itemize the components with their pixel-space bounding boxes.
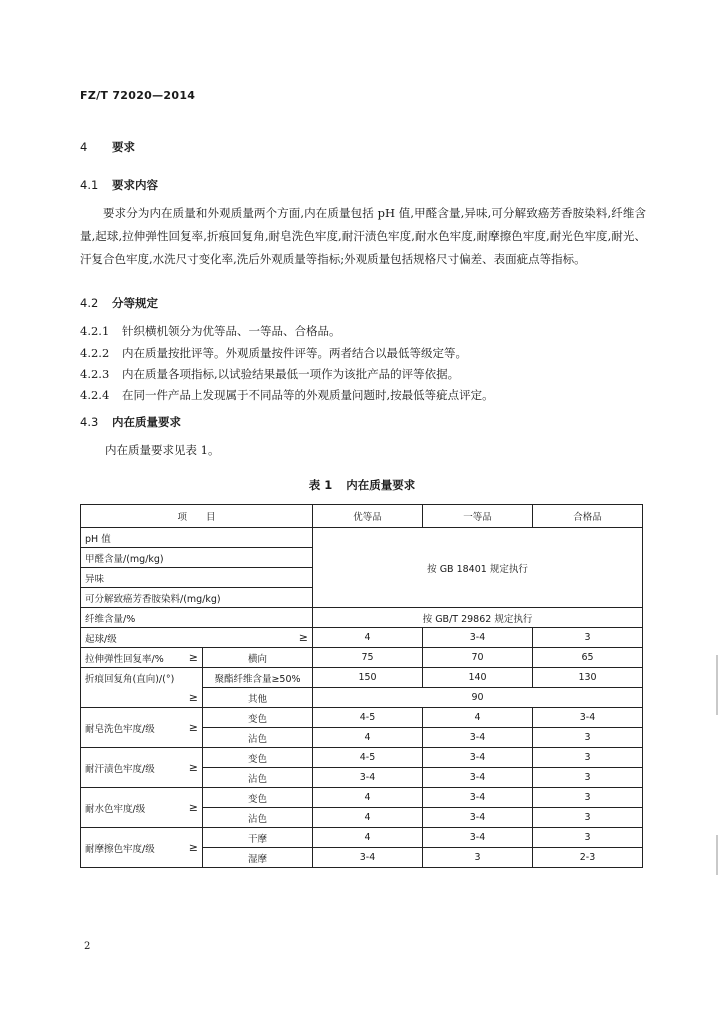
row-label-water-fastness: 耐水色牢度/级 ≥ <box>81 788 203 828</box>
header-first-grade: 一等品 <box>423 505 533 528</box>
sub-label: 变色 <box>203 748 313 768</box>
row-label-fiber-content: 纤维含量/% <box>81 608 313 628</box>
cell-value: 3-4 <box>313 848 423 868</box>
table-number: 表 1 <box>308 478 333 492</box>
section-4-1-body: 要求分为内在质量和外观质量两个方面,内在质量包括 pH 值,甲醛含量,异味,可分解致癌芳香胺染料,纤维含量,起球,拉伸弹性回复率,折痕回复角,耐皂洗色牢度,耐汗渍色牢度,耐水色牢度,耐摩擦色牢度,耐光色牢度,耐光、汗复合色牢度,水洗尺寸变化率,洗后外观质量等指标;外观质量包括规格尺寸偏差、表面疵点等指标。 <box>80 206 646 266</box>
cell-value: 3-4 <box>313 768 423 788</box>
clause-4-2-4 <box>80 386 646 404</box>
standard-code: FZ/T 72020—2014 <box>80 89 196 102</box>
table-row <box>81 648 643 668</box>
cell-value: 3-4 <box>423 628 533 648</box>
cell-value: 130 <box>533 668 643 688</box>
table-header-row <box>81 505 643 528</box>
cell-value: 3 <box>533 748 643 768</box>
table-row <box>81 828 643 848</box>
section-title: 分等规定 <box>112 296 158 310</box>
clause-number: 4.2.1 <box>80 324 110 338</box>
cell-value: 3 <box>533 828 643 848</box>
header-item: 项 目 <box>81 505 313 528</box>
cell-value: 3-4 <box>423 728 533 748</box>
cell-value: 70 <box>423 648 533 668</box>
cell-value: 3-4 <box>423 768 533 788</box>
cell-value: 140 <box>423 668 533 688</box>
cell-value: 4 <box>423 708 533 728</box>
table-row <box>81 788 643 808</box>
cell-value: 2-3 <box>533 848 643 868</box>
section-4-3-heading <box>80 414 181 430</box>
section-4-2-heading <box>80 295 158 311</box>
sub-label: 沾色 <box>203 768 313 788</box>
cell-value: 65 <box>533 648 643 668</box>
clause-number: 4.2.3 <box>80 367 110 381</box>
cell-value: 3-4 <box>423 828 533 848</box>
row-label-stretch-recovery: 拉伸弹性回复率/% ≥ <box>81 648 203 668</box>
clause-text: 针织横机领分为优等品、一等品、合格品。 <box>122 324 341 338</box>
cell-value: 3 <box>533 628 643 648</box>
section-number: 4.3 <box>80 415 99 429</box>
section-number: 4.1 <box>80 178 99 192</box>
row-label-rubbing-fastness: 耐摩擦色牢度/级 ≥ <box>81 828 203 868</box>
cell-value: 4-5 <box>313 708 423 728</box>
section-4-heading <box>80 139 135 155</box>
row-label-odor: 异味 <box>81 568 313 588</box>
section-title: 要求 <box>112 140 135 154</box>
cell-value: 3-4 <box>533 708 643 728</box>
table-row <box>81 748 643 768</box>
cell-value: 75 <box>313 648 423 668</box>
clause-text: 内在质量按批评等。外观质量按件评等。两者结合以最低等级定等。 <box>122 346 467 360</box>
intrinsic-quality-table <box>80 504 643 868</box>
cell-value: 3 <box>533 728 643 748</box>
cell-value: 4 <box>313 828 423 848</box>
page-number: 2 <box>84 941 91 952</box>
gbt29862-spec: 按 GB/T 29862 规定执行 <box>313 608 643 628</box>
sub-label: 聚酯纤维含量≥50% <box>203 668 313 688</box>
cell-value: 3-4 <box>423 808 533 828</box>
sub-label: 横向 <box>203 648 313 668</box>
row-label-sweat-fastness: 耐汗渍色牢度/级 ≥ <box>81 748 203 788</box>
clause-text: 内在质量各项指标,以试验结果最低一项作为该批产品的评等依据。 <box>122 367 460 381</box>
cell-value: 4 <box>313 728 423 748</box>
scan-edge-mark <box>716 655 718 715</box>
clause-number: 4.2.2 <box>80 346 110 360</box>
table-row <box>81 608 643 628</box>
section-4-1-heading <box>80 177 158 193</box>
table-title: 内在质量要求 <box>346 478 416 492</box>
cell-value: 3 <box>533 808 643 828</box>
row-label-formaldehyde: 甲醛含量/(mg/kg) <box>81 548 313 568</box>
cell-value: 4 <box>313 628 423 648</box>
section-title: 内在质量要求 <box>112 415 181 429</box>
cell-value: 4 <box>313 788 423 808</box>
cell-value: 4 <box>313 808 423 828</box>
clause-text: 在同一件产品上发现属于不同品等的外观质量问题时,按最低等疵点评定。 <box>122 388 494 402</box>
cell-value: 3 <box>423 848 533 868</box>
row-label-soap-fastness: 耐皂洗色牢度/级 ≥ <box>81 708 203 748</box>
cell-value: 90 <box>313 688 643 708</box>
cell-value: 3 <box>533 768 643 788</box>
section-number: 4 <box>80 140 88 154</box>
cell-value: 3 <box>533 788 643 808</box>
header-qualified-grade: 合格品 <box>533 505 643 528</box>
table-row <box>81 628 643 648</box>
scan-edge-mark <box>716 835 718 875</box>
row-label-pilling: 起球/级 ≥ <box>81 628 313 648</box>
cell-value: 3-4 <box>423 788 533 808</box>
sub-label: 湿摩 <box>203 848 313 868</box>
table-caption <box>0 477 724 493</box>
row-label-ph: pH 值 <box>81 528 313 548</box>
cell-value: 3-4 <box>423 748 533 768</box>
cell-value: 4-5 <box>313 748 423 768</box>
sub-label: 沾色 <box>203 808 313 828</box>
cell-value: 150 <box>313 668 423 688</box>
clause-4-2-1 <box>80 322 646 340</box>
section-4-3-body: 内在质量要求见表 1。 <box>105 443 220 457</box>
row-label-amine-dyes: 可分解致癌芳香胺染料/(mg/kg) <box>81 588 313 608</box>
table-row <box>81 708 643 728</box>
gb18401-spec: 按 GB 18401 规定执行 <box>313 528 643 608</box>
table-row <box>81 688 643 708</box>
sub-label: 干摩 <box>203 828 313 848</box>
sub-label: 沾色 <box>203 728 313 748</box>
sub-label: 其他 <box>203 688 313 708</box>
clause-4-2-2 <box>80 344 646 362</box>
table-row <box>81 528 643 548</box>
sub-label: 变色 <box>203 708 313 728</box>
header-superior-grade: 优等品 <box>313 505 423 528</box>
clause-number: 4.2.4 <box>80 388 110 402</box>
ge-symbol: ≥ <box>81 688 203 708</box>
section-number: 4.2 <box>80 296 99 310</box>
clause-4-2-3 <box>80 365 646 383</box>
sub-label: 变色 <box>203 788 313 808</box>
section-title: 要求内容 <box>112 178 158 192</box>
table-row <box>81 668 643 688</box>
row-label-crease-recovery: 折痕回复角(直向)/(°) <box>81 668 203 688</box>
